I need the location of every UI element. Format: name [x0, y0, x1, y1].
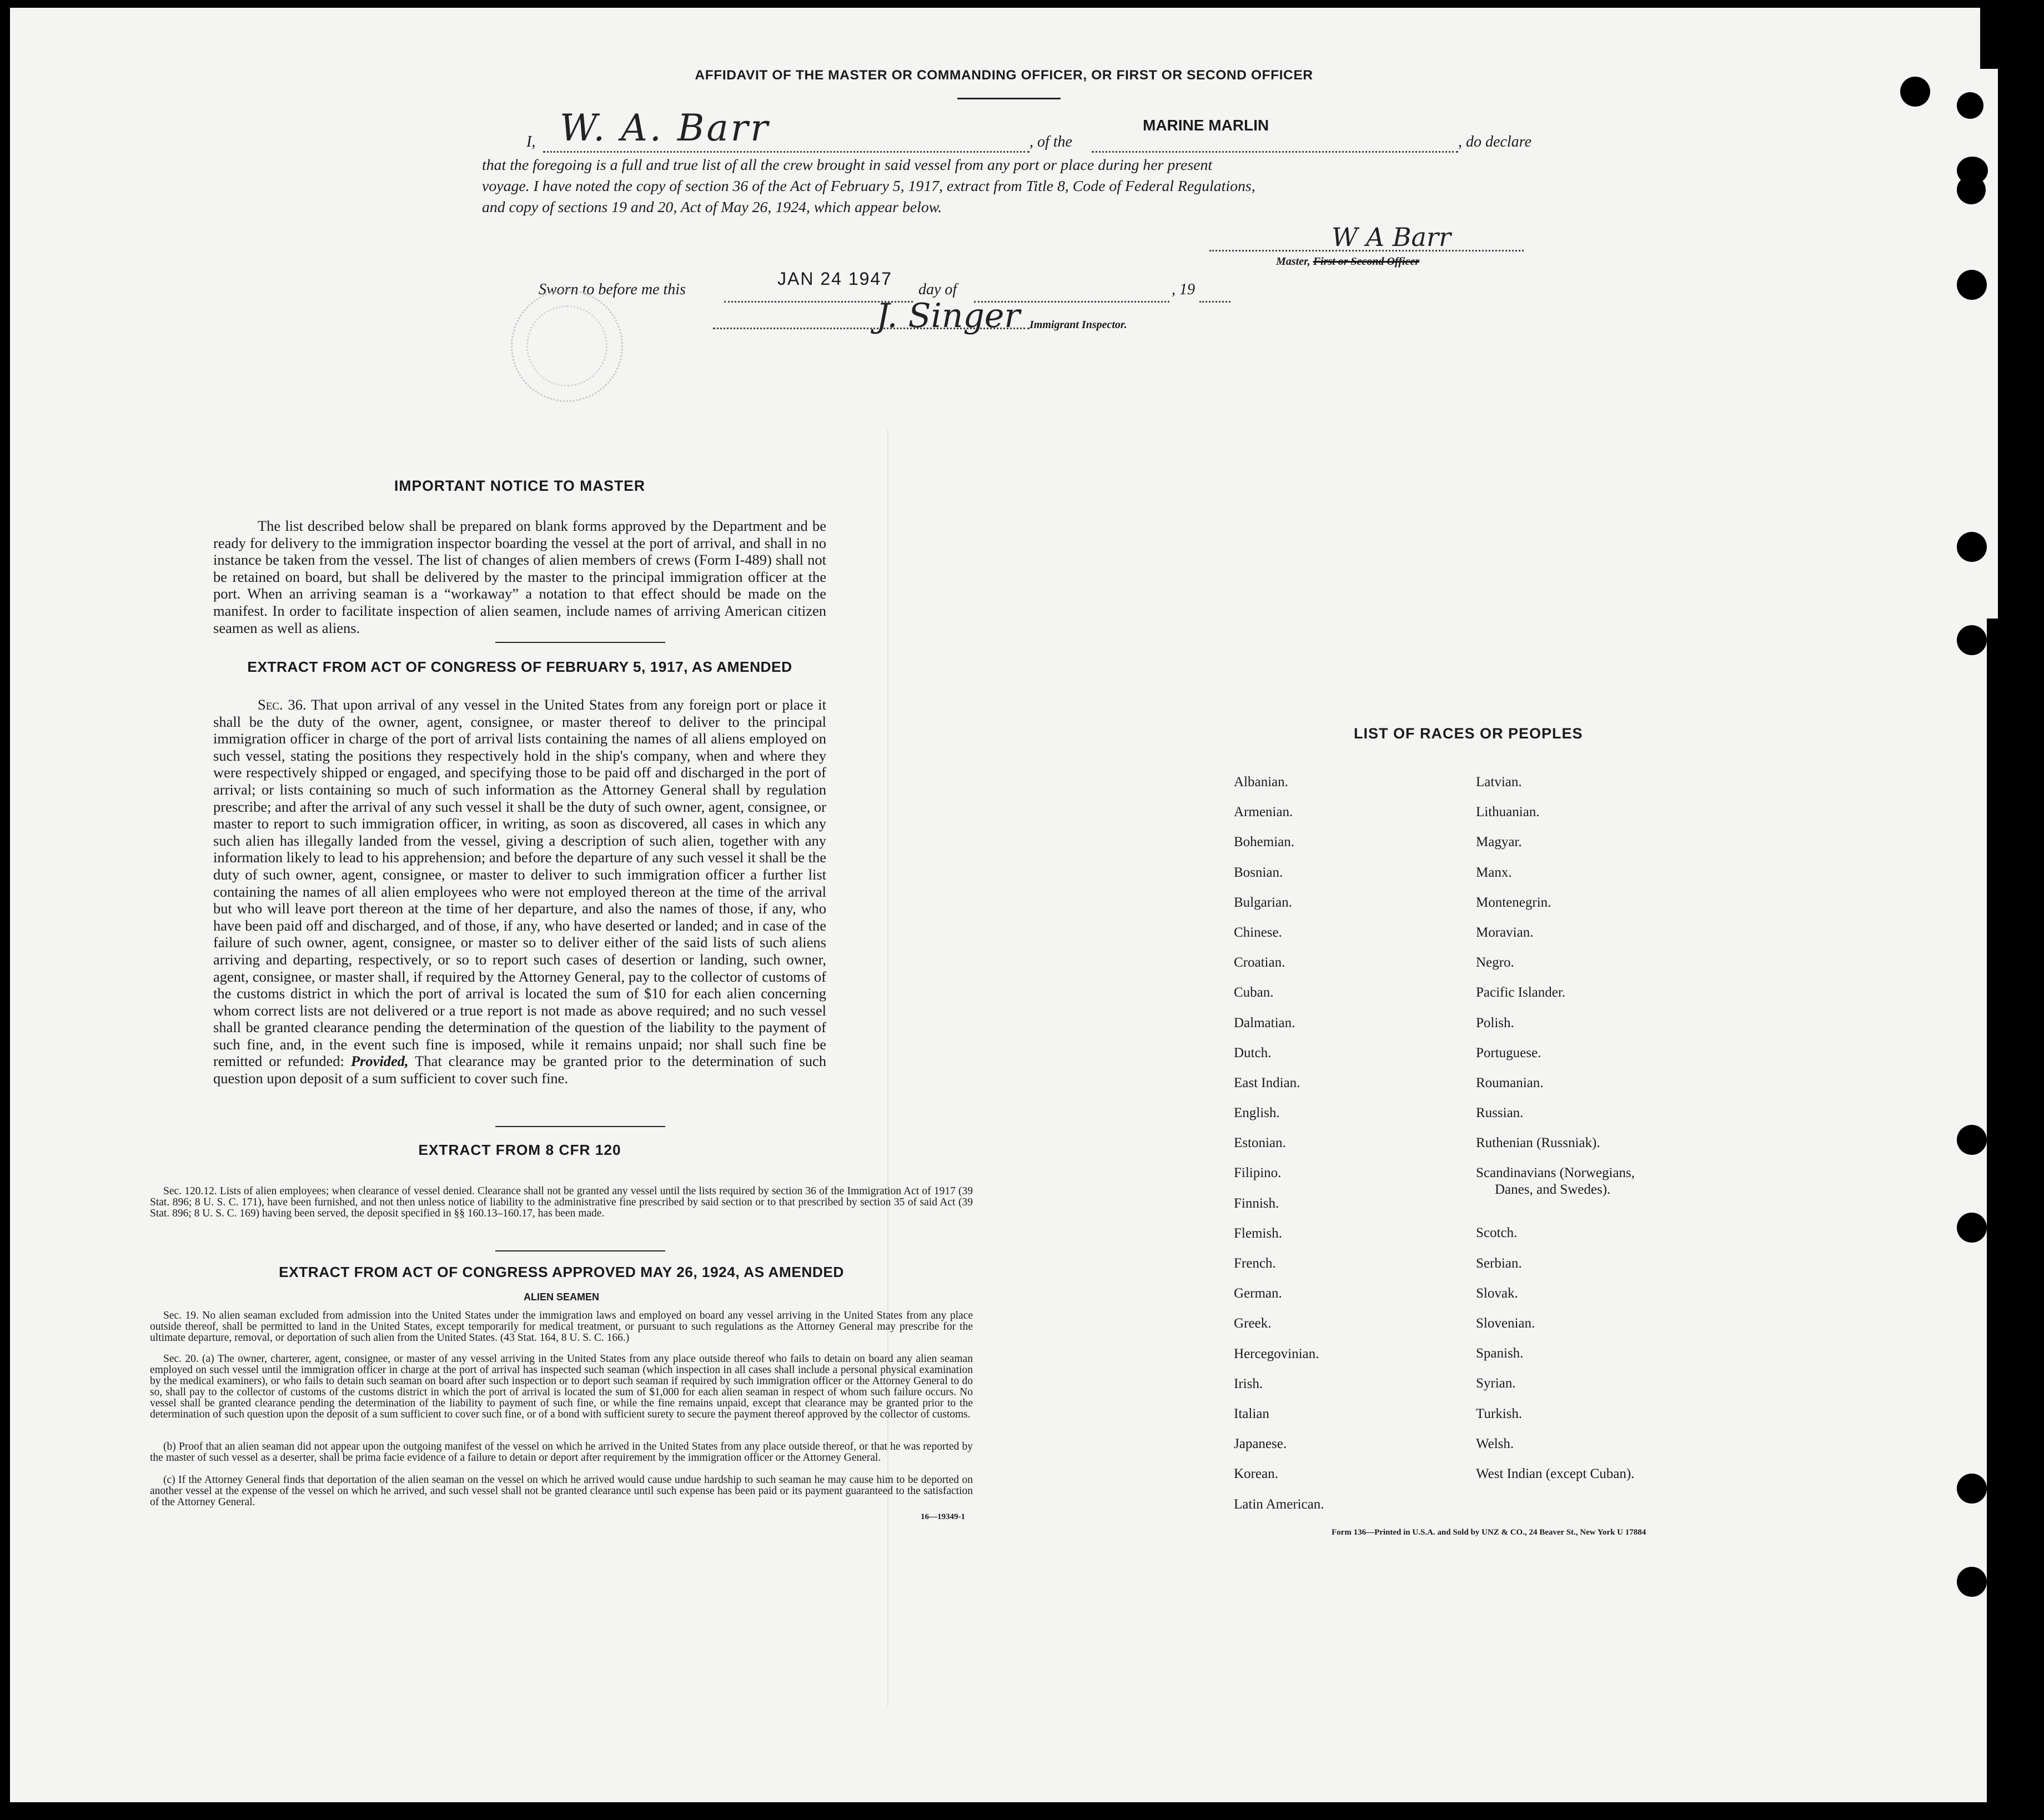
race-item: Hercegovinian.	[1234, 1346, 1319, 1361]
race-item: Dutch.	[1234, 1045, 1272, 1060]
race-item: Croatian.	[1234, 955, 1285, 971]
edge-mark	[1980, 8, 1998, 69]
notice-body: The list described below shall be prepared on blank forms approved by the Department and be ready for delivery to the immigration inspector boarding the vessel at the port of arrival, and shall in no instance be taken from the vessel. The list of changes of alien members of crews (Form I-489) shall not be retained on board, but shall be delivered by the master to the principal immigration officer at the port. When an arriving seaman is a “workaway” a notation to that effect should be made on the manifest. In order to facilitate inspection of alien seamen, include names of arriving American citizen seamen as well as aliens.	[213, 517, 826, 636]
race-item: Slovenian.	[1476, 1316, 1535, 1331]
race-item: Turkish.	[1476, 1406, 1523, 1421]
race-item: French.	[1234, 1256, 1276, 1271]
race-item: Spanish.	[1476, 1346, 1524, 1361]
punch-hole	[1957, 532, 1987, 562]
cfr-body: Sec. 120.12. Lists of alien employees; when clearance of vessel denied. Clearance shall not be granted any vessel until the lists required by section 36 of the Immigration Act of 1917 (39 Stat. 896; 8 U. S. C. 171), have been furnished, and not then unless notice of liability to the administrative fine prescribed by said section or to that prescribed by section 35 of said Act (39 Stat. 896; 8 U. S. C. 169) having been served, the deposit specified in §§ 160.13–160.17, has been made.	[150, 1185, 973, 1219]
race-item: Cuban.	[1234, 985, 1274, 1001]
affidavit-i-label: I,	[526, 133, 536, 150]
notice-heading: IMPORTANT NOTICE TO MASTER	[394, 477, 645, 494]
affidavit-title-rule	[957, 98, 1061, 99]
extract-1924-heading: EXTRACT FROM ACT OF CONGRESS APPROVED MAY 26, 1924, AS AMENDED	[279, 1264, 844, 1280]
race-item: Chinese.	[1234, 924, 1282, 940]
race-item: Albanian.	[1234, 775, 1288, 790]
race-item: Estonian.	[1234, 1135, 1286, 1151]
fold-line	[887, 430, 888, 1707]
punch-hole	[1957, 175, 1986, 204]
race-item: German.	[1234, 1286, 1282, 1301]
cfr-divider	[495, 1250, 665, 1251]
punch-hole	[1957, 1125, 1987, 1155]
extract-1917-body-b: That clearance may be granted prior to the determination of such question upon deposit of a sum sufficient to cover such fine.	[213, 1053, 826, 1087]
punch-hole	[1900, 77, 1930, 107]
year-label: , 19	[1172, 281, 1195, 298]
vessel-name: MARINE MARLIN	[1143, 117, 1269, 134]
race-item: Latvian.	[1476, 775, 1522, 790]
race-item: Flemish.	[1234, 1225, 1282, 1241]
sworn-label: Sworn to before me this	[539, 281, 686, 298]
affidavit-body-line2: voyage. I have noted the copy of section 36 of the Act of February 5, 1917, extract from Title 8, Code of Federal Regulations,	[482, 178, 1255, 195]
races-right-column	[1476, 774, 1635, 1496]
punch-hole	[1957, 1567, 1987, 1597]
race-item: Slovak.	[1476, 1285, 1518, 1301]
inspector-caption: Immigrant Inspector.	[1029, 319, 1127, 331]
extract-1924-sec20c: (c) If the Attorney General finds that deportation of the alien seaman on the vessel on which he arrived would cause undue hardship to such seaman he may cause him to be deported on another vessel at the expense of the vessel on which he arrived, and such vessel shall not be granted clearance until such expense has been paid or its payment guaranteed to the satisfaction of the Attorney General.	[150, 1474, 973, 1508]
race-item: Montenegrin.	[1476, 894, 1551, 910]
race-item: Bohemian.	[1234, 834, 1295, 850]
extract-1917-provided: Provided,	[350, 1053, 409, 1070]
extract-1924-subheading: ALIEN SEAMEN	[523, 1291, 599, 1303]
punch-hole	[1957, 92, 1983, 119]
affidavit-body-line1: that the foregoing is a full and true list of all the crew brought in said vessel from any port or place during her present	[482, 157, 1213, 174]
sworn-date-stamp: JAN 24 1947	[777, 269, 893, 289]
year-blank	[1199, 281, 1231, 303]
master-caption-struck: First or Second Officer	[1313, 255, 1419, 268]
race-item: Polish.	[1476, 1015, 1514, 1030]
race-item: Ruthenian (Russniak).	[1476, 1135, 1600, 1151]
race-item: Latin American.	[1234, 1496, 1324, 1512]
master-name: W. A. Barr	[560, 107, 770, 149]
race-item: Italian	[1234, 1406, 1269, 1421]
race-item: Moravian.	[1476, 924, 1534, 940]
affidavit-body-line3: and copy of sections 19 and 20, Act of May 26, 1924, which appear below.	[482, 199, 942, 216]
race-item: Korean.	[1234, 1466, 1278, 1482]
race-item: Lithuanian.	[1476, 805, 1540, 820]
race-item: Japanese.	[1234, 1436, 1287, 1452]
extract-1917-divider	[495, 1126, 665, 1127]
race-item: Dalmatian.	[1234, 1015, 1295, 1030]
affidavit-title: AFFIDAVIT OF THE MASTER OR COMMANDING OFFICER, OR FIRST OR SECOND OFFICER	[695, 68, 1313, 83]
extract-1924-form-number: 16—19349-1	[921, 1512, 965, 1521]
punch-hole	[1957, 1474, 1987, 1504]
race-item: English.	[1234, 1105, 1280, 1121]
punch-hole	[1957, 1213, 1987, 1243]
inspector-signature: J. Singer	[876, 296, 1021, 335]
race-item: Greek.	[1234, 1316, 1272, 1331]
day-of-label: day of	[918, 281, 957, 298]
affidavit-of-the-label: , of the	[1029, 133, 1072, 150]
extract-1924-sec20b: (b) Proof that an alien seaman did not appear upon the outgoing manifest of the vessel on which he arrived in the United States from any place outside thereof, or that he was reported by the master of such vessel as a deserter, shall be prima facie evidence of a failure to detain or deport after requirement by the immigration officer or the Attorney General.	[150, 1441, 973, 1464]
edge-mark	[1987, 619, 1998, 1802]
races-left-column	[1234, 774, 1324, 1526]
race-item: Irish.	[1234, 1376, 1263, 1391]
race-item: Filipino.	[1234, 1165, 1282, 1181]
punch-hole	[1957, 270, 1987, 300]
races-heading: LIST OF RACES OR PEOPLES	[1354, 725, 1583, 742]
document-page	[10, 8, 1998, 1802]
race-item: West Indian (except Cuban).	[1476, 1466, 1635, 1481]
extract-1917-sec: Sec. 36.	[258, 696, 307, 713]
cfr-heading: EXTRACT FROM 8 CFR 120	[418, 1142, 621, 1158]
race-item: Armenian.	[1234, 805, 1293, 820]
race-item: Roumanian.	[1476, 1075, 1544, 1090]
master-caption-label: Master,	[1276, 255, 1310, 268]
punch-hole	[1957, 625, 1987, 655]
extract-1917-body-a: That upon arrival of any vessel in the United States from any foreign port or place it shall be the duty of the owner, agent, consignee, or master thereof to deliver to the principal immigration officer in charge of the port of arrival lists containing the names of all aliens employed on such vessel, stating the positions they respectively hold in the ship's company, when and where they were respectively shipped or engaged, and specifying those to be paid off and discharged in the port of arrival; or lists containing so much of such information as the Attorney General shall by regulation prescribe; and after the arrival of any such vessel it shall be the duty of such owner, agent, consignee, or master to report to such immigration officer, in writing, as soon as discovered, all cases in which any such alien has illegally landed from the vessel, giving a description of such alien, together with any information likely to lead to his apprehension; and before the departure of any such vessel it shall be the duty of such owner, agent, consignee, or master to deliver to such immigration officer a further list containing the names of all alien employees who were not employed thereon at the time of the arrival but who will leave port thereon at the time of her departure, and also the names of those, if any, who have been paid off and discharged, and of those, if any, who have deserted or landed; and in case of the failure of such owner, agent, consignee, or master so to deliver either of the said lists of such aliens arriving and departing, respectively, or so to report such cases of desertion or landing, such owner, agent, consignee, or master shall, if required by the Attorney General, pay to the collector of customs of the customs district in which the port of arrival is located the sum of $10 for each alien concerning whom correct lists are not delivered or a true report is not made as above required; and no such vessel shall be granted clearance pending the determination of the question of the liability to the payment of such fine, and, in the event such fine is imposed, while it remains unpaid; nor shall such fine be remitted or refunded:	[213, 696, 826, 1070]
race-item: Pacific Islander.	[1476, 985, 1566, 1001]
race-item: Scotch.	[1476, 1225, 1518, 1241]
race-item: East Indian.	[1234, 1075, 1300, 1090]
race-item: Magyar.	[1476, 834, 1522, 850]
race-item: Bosnian.	[1234, 864, 1283, 880]
race-item: Russian.	[1476, 1105, 1524, 1121]
extract-1924-sec20a: Sec. 20. (a) The owner, charterer, agent, consignee, or master of any vessel arriving in the United States from any place outside thereof who fails to detain on board any alien seaman employed on such vessel until the immigration officer in charge at the port of arrival has inspected such seaman (which inspection in all cases shall include a personal physical examination by the medical examiners), or who fails to detain such seaman on board after such inspection or to deport such seaman if required by such immigration officer or the Attorney General to do so, shall pay to the collector of customs of the customs district in which the port of arrival is located the sum of $1,000 for each alien seaman in respect of whom such failure occurs. No vessel shall be granted clearance pending the determination of the liability to payment of such fine, or while the fine remains unpaid, except that clearance may be granted prior to the determination of such question upon the deposit of a sum sufficient to cover such fine, or of a bond with sufficient surety to secure the payment thereof approved by the collector of customs.	[150, 1353, 973, 1420]
race-item: Finnish.	[1234, 1195, 1279, 1211]
race-item: Danes, and Swedes).	[1495, 1182, 1611, 1198]
race-item: Manx.	[1476, 864, 1512, 880]
printer-imprint: Form 136—Printed in U.S.A. and Sold by UNZ & CO., 24 Beaver St., New York U 17884	[1332, 1528, 1646, 1537]
master-signature: W A Barr	[1332, 222, 1451, 252]
master-caption	[1276, 255, 1419, 268]
race-item: Negro.	[1476, 955, 1514, 971]
extract-1917-heading: EXTRACT FROM ACT OF CONGRESS OF FEBRUARY 5, 1917, AS AMENDED	[247, 658, 792, 675]
extract-1917-body	[213, 696, 826, 1087]
affidavit-do-declare: , do declare	[1458, 133, 1531, 150]
race-item: Syrian.	[1476, 1376, 1516, 1391]
race-item: Bulgarian.	[1234, 894, 1292, 910]
race-item: Welsh.	[1476, 1436, 1514, 1451]
race-item: Portuguese.	[1476, 1045, 1541, 1060]
extract-1924-sec19: Sec. 19. No alien seaman excluded from admission into the United States under the immigration laws and employed on board any vessel arriving in the United States from any place outside thereof, shall be permitted to land in the United States, except temporarily for medical treatment, or pursuant to such regulations as the Attorney General may prescribe for the ultimate departure, removal, or deportation of such alien from the United States. (43 Stat. 164, 8 U. S. C. 166.)	[150, 1310, 973, 1344]
race-item: Serbian.	[1476, 1255, 1522, 1271]
race-item: Scandinavians (Norwegians,	[1476, 1165, 1635, 1181]
notice-divider	[495, 642, 665, 643]
seal-impression-inner	[526, 305, 607, 386]
